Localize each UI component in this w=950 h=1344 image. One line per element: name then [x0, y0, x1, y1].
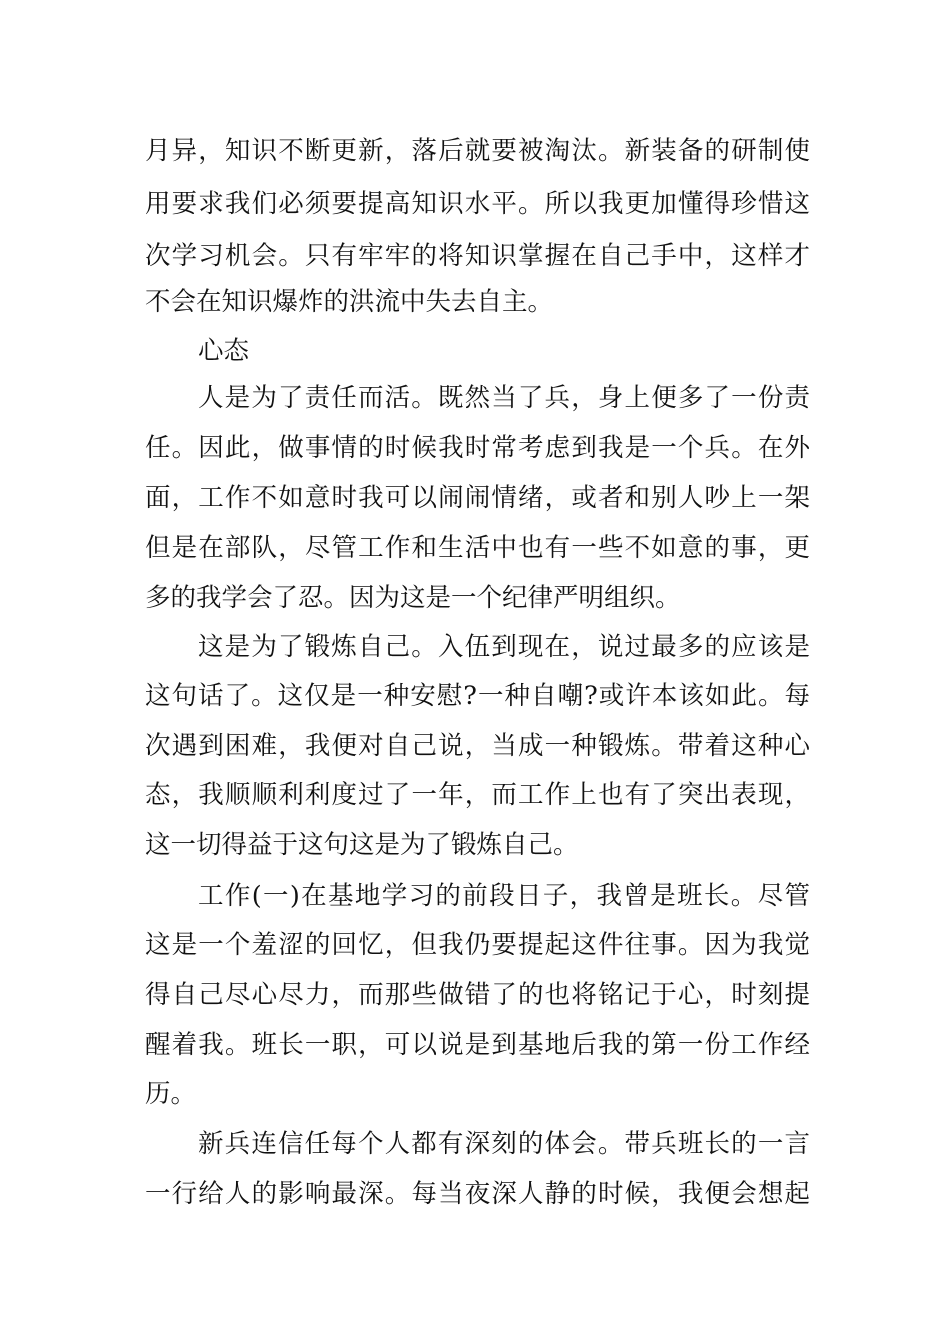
text-line: 一行给人的影响最深。每当夜深人静的时候，我便会想起: [145, 1179, 810, 1209]
text-line: 用要求我们必须要提高知识水平。所以我更加懂得珍惜这: [145, 189, 810, 219]
text-line: 态，我顺顺利利度过了一年，而工作上也有了突出表现，: [145, 780, 810, 810]
text-line: 历。: [145, 1079, 197, 1109]
text-line: 月异，知识不断更新，落后就要被淘汰。新装备的研制使: [145, 136, 810, 166]
text-line: 次遇到困难，我便对自己说，当成一种锻炼。带着这种心: [145, 731, 810, 761]
text-line: 面，工作不如意时我可以闹闹情绪，或者和别人吵上一架: [145, 483, 810, 513]
text-line: 不会在知识爆炸的洪流中失去自主。: [145, 287, 554, 317]
text-line: 任。因此，做事情的时候我时常考虑到我是一个兵。在外: [145, 433, 810, 463]
text-line: 多的我学会了忍。因为这是一个纪律严明组织。: [145, 583, 681, 613]
text-line: 这一切得益于这句这是为了锻炼自己。: [145, 830, 579, 860]
text-line: 醒着我。班长一职，可以说是到基地后我的第一份工作经: [145, 1030, 810, 1060]
text-line: 人是为了责任而活。既然当了兵，身上便多了一份责: [198, 383, 810, 413]
text-line: 这句话了。这仅是一种安慰?一种自嘲?或许本该如此。每: [145, 681, 810, 711]
text-line: 工作(一)在基地学习的前段日子，我曾是班长。尽管: [198, 881, 810, 911]
text-line: 得自己尽心尽力，而那些做错了的也将铭记于心，时刻提: [145, 980, 810, 1010]
text-line: 这是一个羞涩的回忆，但我仍要提起这件往事。因为我觉: [145, 930, 810, 960]
text-line: 这是为了锻炼自己。入伍到现在，说过最多的应该是: [198, 632, 810, 662]
text-line: 次学习机会。只有牢牢的将知识掌握在自己手中，这样才: [145, 241, 810, 271]
text-line: 但是在部队，尽管工作和生活中也有一些不如意的事，更: [145, 533, 810, 563]
text-line: 新兵连信任每个人都有深刻的体会。带兵班长的一言: [198, 1129, 810, 1159]
section-heading: 心态: [198, 336, 250, 366]
